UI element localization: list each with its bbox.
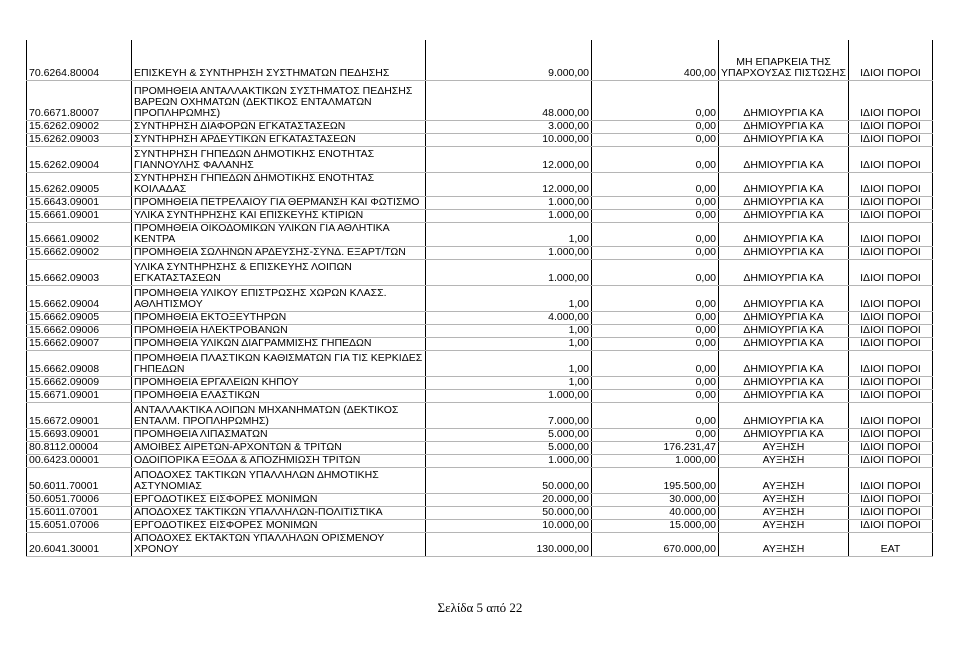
table-row	[27, 350, 933, 376]
budget-amount-cell: 1,00	[426, 324, 592, 337]
description-cell: ΕΠΙΣΚΕΥΗ & ΣΥΝΤΗΡΗΣΗ ΣΥΣΤΗΜΑΤΩΝ ΠΕΔΗΣΗΣ	[132, 40, 426, 80]
funding-source-cell: ΙΔΙΟΙ ΠΟΡΟΙ	[849, 467, 933, 493]
funding-source-cell: ΙΔΙΟΙ ΠΟΡΟΙ	[849, 246, 933, 259]
table-row	[27, 532, 933, 556]
category-cell: ΔΗΜΙΟΥΡΓΙΑ ΚΑ	[719, 259, 849, 285]
budget-amount-cell: 1,00	[426, 350, 592, 376]
budget-amount-cell: 1.000,00	[426, 454, 592, 467]
description-cell: ΠΡΟΜΗΘΕΙΑ ΠΛΑΣΤΙΚΩΝ ΚΑΘΙΣΜΑΤΩΝ ΓΙΑ ΤΙΣ ΚΕΡΚΙΔΕΣ ΓΗΠΕΔΩΝ	[132, 350, 426, 376]
description-cell: ΠΡΟΜΗΘΕΙΑ ΕΚΤΟΞΕΥΤΗΡΩΝ	[132, 311, 426, 324]
category-cell: ΔΗΜΙΟΥΡΓΙΑ ΚΑ	[719, 376, 849, 389]
category-cell: ΔΗΜΙΟΥΡΓΙΑ ΚΑ	[719, 428, 849, 441]
change-amount-cell: 0,00	[592, 80, 719, 120]
table-row	[27, 506, 933, 519]
table-row	[27, 120, 933, 133]
change-amount-cell: 0,00	[592, 337, 719, 350]
account-code-cell: 15.6011.07001	[27, 506, 132, 519]
change-amount-cell: 0,00	[592, 389, 719, 402]
funding-source-cell: ΙΔΙΟΙ ΠΟΡΟΙ	[849, 120, 933, 133]
change-amount-cell: 0,00	[592, 285, 719, 311]
table-row	[27, 376, 933, 389]
description-cell: ΣΥΝΤΗΡΗΣΗ ΓΗΠΕΔΩΝ ΔΗΜΟΤΙΚΗΣ ΕΝΟΤΗΤΑΣ ΓΙΑΝΝΟΥΛΗΣ ΦΑΛΑΝΗΣ	[132, 146, 426, 172]
category-cell: ΔΗΜΙΟΥΡΓΙΑ ΚΑ	[719, 196, 849, 209]
change-amount-cell: 0,00	[592, 246, 719, 259]
budget-amount-cell: 5.000,00	[426, 428, 592, 441]
description-cell: ΑΝΤΑΛΛΑΚΤΙΚΑ ΛΟΙΠΩΝ ΜΗΧΑΝΗΜΑΤΩΝ (ΔΕΚΤΙΚΟΣ ΕΝΤΑΛΜ. ΠΡΟΠΛΗΡΩΜΗΣ)	[132, 402, 426, 428]
change-amount-cell: 0,00	[592, 172, 719, 196]
account-code-cell: 15.6671.09001	[27, 389, 132, 402]
budget-amount-cell: 1.000,00	[426, 246, 592, 259]
budget-amount-cell: 1.000,00	[426, 259, 592, 285]
change-amount-cell: 1.000,00	[592, 454, 719, 467]
budget-amount-cell: 9.000,00	[426, 40, 592, 80]
funding-source-cell: ΙΔΙΟΙ ΠΟΡΟΙ	[849, 493, 933, 506]
category-cell: ΔΗΜΙΟΥΡΓΙΑ ΚΑ	[719, 209, 849, 222]
funding-source-cell: ΙΔΙΟΙ ΠΟΡΟΙ	[849, 376, 933, 389]
account-code-cell: 15.6643.09001	[27, 196, 132, 209]
change-amount-cell: 0,00	[592, 259, 719, 285]
table-row	[27, 80, 933, 120]
table-row	[27, 324, 933, 337]
description-cell: ΥΛΙΚΑ ΣΥΝΤΗΡΗΣΗΣ ΚΑΙ ΕΠΙΣΚΕΥΗΣ ΚΤΙΡΙΩΝ	[132, 209, 426, 222]
budget-amount-cell: 12.000,00	[426, 146, 592, 172]
category-cell: ΑΥΞΗΣΗ	[719, 519, 849, 532]
table-row	[27, 209, 933, 222]
account-code-cell: 50.6011.70001	[27, 467, 132, 493]
category-cell: ΔΗΜΙΟΥΡΓΙΑ ΚΑ	[719, 337, 849, 350]
change-amount-cell: 0,00	[592, 402, 719, 428]
description-cell: ΠΡΟΜΗΘΕΙΑ ΥΛΙΚΩΝ ΔΙΑΓΡΑΜΜΙΣΗΣ ΓΗΠΕΔΩΝ	[132, 337, 426, 350]
budget-amount-cell: 1,00	[426, 285, 592, 311]
table-row	[27, 467, 933, 493]
change-amount-cell: 0,00	[592, 133, 719, 146]
budget-amount-cell: 50.000,00	[426, 467, 592, 493]
category-cell: ΔΗΜΙΟΥΡΓΙΑ ΚΑ	[719, 350, 849, 376]
budget-amount-cell: 7.000,00	[426, 402, 592, 428]
budget-amount-cell: 12.000,00	[426, 172, 592, 196]
category-cell: ΑΥΞΗΣΗ	[719, 441, 849, 454]
description-cell: ΠΡΟΜΗΘΕΙΑ ΛΙΠΑΣΜΑΤΩΝ	[132, 428, 426, 441]
change-amount-cell: 0,00	[592, 350, 719, 376]
change-amount-cell: 0,00	[592, 324, 719, 337]
description-cell: ΑΠΟΔΟΧΕΣ ΤΑΚΤΙΚΩΝ ΥΠΑΛΛΗΛΩΝ-ΠΟΛΙΤΙΣΤΙΚΑ	[132, 506, 426, 519]
description-cell: ΑΜΟΙΒΕΣ ΑΙΡΕΤΩΝ-ΑΡΧΟΝΤΩΝ & ΤΡΙΤΩΝ	[132, 441, 426, 454]
table-row	[27, 246, 933, 259]
funding-source-cell: ΙΔΙΟΙ ΠΟΡΟΙ	[849, 311, 933, 324]
funding-source-cell: ΙΔΙΟΙ ΠΟΡΟΙ	[849, 337, 933, 350]
account-code-cell: 70.6264.80004	[27, 40, 132, 80]
description-cell: ΠΡΟΜΗΘΕΙΑ ΑΝΤΑΛΛΑΚΤΙΚΩΝ ΣΥΣΤΗΜΑΤΟΣ ΠΕΔΗΣΗΣ ΒΑΡΕΩΝ ΟΧΗΜΑΤΩΝ (ΔΕΚΤΙΚΟΣ ΕΝΤΑΛΜΑΤΩΝ ΠΡΟΠΛΗΡΩΜΗΣ)	[132, 80, 426, 120]
change-amount-cell: 15.000,00	[592, 519, 719, 532]
description-cell: ΕΡΓΟΔΟΤΙΚΕΣ ΕΙΣΦΟΡΕΣ ΜΟΝΙΜΩΝ	[132, 493, 426, 506]
description-cell: ΠΡΟΜΗΘΕΙΑ ΥΛΙΚΟΥ ΕΠΙΣΤΡΩΣΗΣ ΧΩΡΩΝ ΚΛΑΣΣ. ΑΘΛΗΤΙΣΜΟΥ	[132, 285, 426, 311]
budget-amount-cell: 50.000,00	[426, 506, 592, 519]
account-code-cell: 15.6662.09005	[27, 311, 132, 324]
description-cell: ΑΠΟΔΟΧΕΣ ΤΑΚΤΙΚΩΝ ΥΠΑΛΛΗΛΩΝ ΔΗΜΟΤΙΚΗΣ ΑΣΤΥΝΟΜΙΑΣ	[132, 467, 426, 493]
change-amount-cell: 0,00	[592, 376, 719, 389]
account-code-cell: 15.6693.09001	[27, 428, 132, 441]
description-cell: ΠΡΟΜΗΘΕΙΑ ΗΛΕΚΤΡΟΒΑΝΩΝ	[132, 324, 426, 337]
budget-amount-cell: 1.000,00	[426, 389, 592, 402]
description-cell: ΠΡΟΜΗΘΕΙΑ ΕΡΓΑΛΕΙΩΝ ΚΗΠΟΥ	[132, 376, 426, 389]
budget-amount-cell: 1,00	[426, 337, 592, 350]
funding-source-cell: ΙΔΙΟΙ ΠΟΡΟΙ	[849, 441, 933, 454]
description-cell: ΟΔΟΙΠΟΡΙΚΑ ΕΞΟΔΑ & ΑΠΟΖΗΜΙΩΣΗ ΤΡΙΤΩΝ	[132, 454, 426, 467]
category-cell: ΑΥΞΗΣΗ	[719, 467, 849, 493]
funding-source-cell: ΙΔΙΟΙ ΠΟΡΟΙ	[849, 454, 933, 467]
category-cell: ΔΗΜΙΟΥΡΓΙΑ ΚΑ	[719, 311, 849, 324]
budget-amount-cell: 130.000,00	[426, 532, 592, 556]
funding-source-cell: ΙΔΙΟΙ ΠΟΡΟΙ	[849, 146, 933, 172]
account-code-cell: 80.8112.00004	[27, 441, 132, 454]
budget-amount-cell: 1.000,00	[426, 196, 592, 209]
budget-amount-cell: 20.000,00	[426, 493, 592, 506]
budget-amount-cell: 1,00	[426, 222, 592, 246]
account-code-cell: 15.6661.09001	[27, 209, 132, 222]
funding-source-cell: ΙΔΙΟΙ ΠΟΡΟΙ	[849, 196, 933, 209]
category-cell: ΔΗΜΙΟΥΡΓΙΑ ΚΑ	[719, 402, 849, 428]
account-code-cell: 15.6662.09002	[27, 246, 132, 259]
account-code-cell: 15.6662.09003	[27, 259, 132, 285]
table-row	[27, 337, 933, 350]
change-amount-cell: 30.000,00	[592, 493, 719, 506]
change-amount-cell: 0,00	[592, 222, 719, 246]
category-cell: ΔΗΜΙΟΥΡΓΙΑ ΚΑ	[719, 222, 849, 246]
change-amount-cell: 0,00	[592, 196, 719, 209]
table-row	[27, 133, 933, 146]
page-footer: Σελίδα 5 από 22	[437, 600, 523, 615]
account-code-cell: 20.6041.30001	[27, 532, 132, 556]
budget-amount-cell: 48.000,00	[426, 80, 592, 120]
account-code-cell: 15.6262.09002	[27, 120, 132, 133]
account-code-cell: 50.6051.70006	[27, 493, 132, 506]
change-amount-cell: 176.231,47	[592, 441, 719, 454]
table-row	[27, 40, 933, 80]
table-row	[27, 259, 933, 285]
category-cell: ΔΗΜΙΟΥΡΓΙΑ ΚΑ	[719, 285, 849, 311]
change-amount-cell: 40.000,00	[592, 506, 719, 519]
funding-source-cell: ΙΔΙΟΙ ΠΟΡΟΙ	[849, 285, 933, 311]
category-cell: ΔΗΜΙΟΥΡΓΙΑ ΚΑ	[719, 133, 849, 146]
description-cell: ΕΡΓΟΔΟΤΙΚΕΣ ΕΙΣΦΟΡΕΣ ΜΟΝΙΜΩΝ	[132, 519, 426, 532]
description-cell: ΑΠΟΔΟΧΕΣ ΕΚΤΑΚΤΩΝ ΥΠΑΛΛΗΛΩΝ ΟΡΙΣΜΕΝΟΥ ΧΡΟΝΟΥ	[132, 532, 426, 556]
account-code-cell: 15.6662.09009	[27, 376, 132, 389]
funding-source-cell: ΕΑΤ	[849, 532, 933, 556]
table-row	[27, 441, 933, 454]
account-code-cell: 00.6423.00001	[27, 454, 132, 467]
table-body	[27, 40, 933, 556]
description-cell: ΣΥΝΤΗΡΗΣΗ ΔΙΑΦΟΡΩΝ ΕΓΚΑΤΑΣΤΑΣΕΩΝ	[132, 120, 426, 133]
account-code-cell: 70.6671.80007	[27, 80, 132, 120]
category-cell: ΜΗ ΕΠΑΡΚΕΙΑ ΤΗΣ ΥΠΑΡΧΟΥΣΑΣ ΠΙΣΤΩΣΗΣ	[719, 40, 849, 80]
account-code-cell: 15.6262.09003	[27, 133, 132, 146]
description-cell: ΠΡΟΜΗΘΕΙΑ ΣΩΛΗΝΩΝ ΑΡΔΕΥΣΗΣ-ΣΥΝΔ. ΕΞΑΡΤ/ΤΩΝ	[132, 246, 426, 259]
category-cell: ΑΥΞΗΣΗ	[719, 493, 849, 506]
funding-source-cell: ΙΔΙΟΙ ΠΟΡΟΙ	[849, 506, 933, 519]
funding-source-cell: ΙΔΙΟΙ ΠΟΡΟΙ	[849, 324, 933, 337]
budget-table	[26, 40, 933, 557]
budget-amount-cell: 3.000,00	[426, 120, 592, 133]
funding-source-cell: ΙΔΙΟΙ ΠΟΡΟΙ	[849, 80, 933, 120]
budget-amount-cell: 1,00	[426, 376, 592, 389]
budget-amount-cell: 10.000,00	[426, 133, 592, 146]
category-cell: ΑΥΞΗΣΗ	[719, 454, 849, 467]
account-code-cell: 15.6662.09008	[27, 350, 132, 376]
table-row	[27, 493, 933, 506]
category-cell: ΔΗΜΙΟΥΡΓΙΑ ΚΑ	[719, 389, 849, 402]
budget-amount-cell: 10.000,00	[426, 519, 592, 532]
category-cell: ΔΗΜΙΟΥΡΓΙΑ ΚΑ	[719, 80, 849, 120]
funding-source-cell: ΙΔΙΟΙ ΠΟΡΟΙ	[849, 209, 933, 222]
table-row	[27, 172, 933, 196]
account-code-cell: 15.6262.09004	[27, 146, 132, 172]
category-cell: ΑΥΞΗΣΗ	[719, 506, 849, 519]
category-cell: ΔΗΜΙΟΥΡΓΙΑ ΚΑ	[719, 246, 849, 259]
budget-amount-cell: 1.000,00	[426, 209, 592, 222]
funding-source-cell: ΙΔΙΟΙ ΠΟΡΟΙ	[849, 519, 933, 532]
account-code-cell: 15.6262.09005	[27, 172, 132, 196]
table-row	[27, 402, 933, 428]
description-cell: ΣΥΝΤΗΡΗΣΗ ΓΗΠΕΔΩΝ ΔΗΜΟΤΙΚΗΣ ΕΝΟΤΗΤΑΣ ΚΟΙΛΑΔΑΣ	[132, 172, 426, 196]
category-cell: ΔΗΜΙΟΥΡΓΙΑ ΚΑ	[719, 120, 849, 133]
table-row	[27, 311, 933, 324]
table-row	[27, 428, 933, 441]
category-cell: ΔΗΜΙΟΥΡΓΙΑ ΚΑ	[719, 146, 849, 172]
funding-source-cell: ΙΔΙΟΙ ΠΟΡΟΙ	[849, 428, 933, 441]
table-row	[27, 389, 933, 402]
change-amount-cell: 0,00	[592, 428, 719, 441]
funding-source-cell: ΙΔΙΟΙ ΠΟΡΟΙ	[849, 259, 933, 285]
table-row	[27, 222, 933, 246]
table-row	[27, 454, 933, 467]
account-code-cell: 15.6661.09002	[27, 222, 132, 246]
table-row	[27, 285, 933, 311]
change-amount-cell: 0,00	[592, 146, 719, 172]
account-code-cell: 15.6662.09006	[27, 324, 132, 337]
change-amount-cell: 670.000,00	[592, 532, 719, 556]
description-cell: ΠΡΟΜΗΘΕΙΑ ΕΛΑΣΤΙΚΩΝ	[132, 389, 426, 402]
change-amount-cell: 0,00	[592, 120, 719, 133]
funding-source-cell: ΙΔΙΟΙ ΠΟΡΟΙ	[849, 40, 933, 80]
description-cell: ΣΥΝΤΗΡΗΣΗ ΑΡΔΕΥΤΙΚΩΝ ΕΓΚΑΤΑΣΤΑΣΕΩΝ	[132, 133, 426, 146]
account-code-cell: 15.6662.09007	[27, 337, 132, 350]
table-row	[27, 196, 933, 209]
description-cell: ΥΛΙΚΑ ΣΥΝΤΗΡΗΣΗΣ & ΕΠΙΣΚΕΥΗΣ ΛΟΙΠΩΝ ΕΓΚΑΤΑΣΤΑΣΕΩΝ	[132, 259, 426, 285]
category-cell: ΑΥΞΗΣΗ	[719, 532, 849, 556]
funding-source-cell: ΙΔΙΟΙ ΠΟΡΟΙ	[849, 222, 933, 246]
description-cell: ΠΡΟΜΗΘΕΙΑ ΟΙΚΟΔΟΜΙΚΩΝ ΥΛΙΚΩΝ ΓΙΑ ΑΘΛΗΤΙΚΑ ΚΕΝΤΡΑ	[132, 222, 426, 246]
account-code-cell: 15.6051.07006	[27, 519, 132, 532]
change-amount-cell: 195.500,00	[592, 467, 719, 493]
change-amount-cell: 400,00	[592, 40, 719, 80]
description-cell: ΠΡΟΜΗΘΕΙΑ ΠΕΤΡΕΛΑΙΟΥ ΓΙΑ ΘΕΡΜΑΝΣΗ ΚΑΙ ΦΩΤΙΣΜΟ	[132, 196, 426, 209]
table-row	[27, 146, 933, 172]
category-cell: ΔΗΜΙΟΥΡΓΙΑ ΚΑ	[719, 324, 849, 337]
change-amount-cell: 0,00	[592, 311, 719, 324]
funding-source-cell: ΙΔΙΟΙ ΠΟΡΟΙ	[849, 389, 933, 402]
budget-amount-cell: 4.000,00	[426, 311, 592, 324]
funding-source-cell: ΙΔΙΟΙ ΠΟΡΟΙ	[849, 172, 933, 196]
funding-source-cell: ΙΔΙΟΙ ΠΟΡΟΙ	[849, 133, 933, 146]
table-row	[27, 519, 933, 532]
budget-amount-cell: 5.000,00	[426, 441, 592, 454]
funding-source-cell: ΙΔΙΟΙ ΠΟΡΟΙ	[849, 350, 933, 376]
funding-source-cell: ΙΔΙΟΙ ΠΟΡΟΙ	[849, 402, 933, 428]
account-code-cell: 15.6662.09004	[27, 285, 132, 311]
change-amount-cell: 0,00	[592, 209, 719, 222]
account-code-cell: 15.6672.09001	[27, 402, 132, 428]
category-cell: ΔΗΜΙΟΥΡΓΙΑ ΚΑ	[719, 172, 849, 196]
